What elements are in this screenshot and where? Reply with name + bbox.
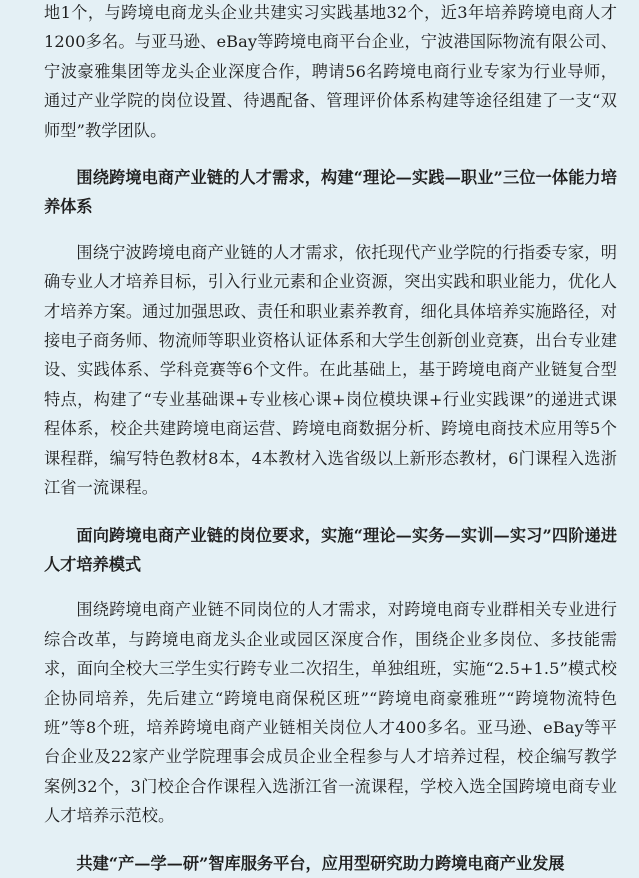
spacer — [44, 579, 617, 595]
paragraph-training-system: 围绕宁波跨境电商产业链的人才需求，依托现代产业学院的行指委专家，明确专业人才培养目标，引入行业元素和企业资源，突出实践和职业能力，优化人才培养方案。通过加强思政、责任和职业素养教育，细化具体培养实施路径，对接电子商务师、物流师等职业资格认证体系和大学生创新创业竞赛，出台专业建设、实践体系、学科竞赛等6个文件。在此基础上，基于跨境电商产业链复合型特点，构建了“专业基础课+专业核心课+岗位模块课+行业实践课”的递进式课程体系，校企共建跨境电商运营、跨境电商数据分析、跨境电商技术应用等5个课程群，编写特色教材8本，4本教材入选省级以上新形态教材，6门课程入选浙江省一流课程。 — [44, 242, 617, 498]
section-heading-think-tank: 共建“产—学—研”智库服务平台，应用型研究助力跨境电商产业发展 — [76, 853, 565, 873]
paragraph-training-model: 围绕跨境电商产业链不同岗位的人才需求，对跨境电商专业群相关专业进行综合改革，与跨境电商龙头企业或园区深度合作，围绕企业多岗位、多技能需求，面向全校大三学生实行跨专业二次招生，单独组班，实施“2.5+1.5”模式校企协同培养，先后建立“跨境电商保税区班”“跨境电商豪雅班”“跨境物流特色班”等8个班，培养跨境电商产业链相关岗位人才400多名。亚马逊、eBay等平台企业及22家产业学院理事会成员企业全程参与人才培养过程，校企编写教学案例32个，3门校企合作课程入选浙江省一流课程，学校入选全国跨境电商专业人才培养示范校。 — [44, 600, 617, 826]
spacer — [44, 831, 617, 849]
section-heading-training-model: 面向跨境电商产业链的岗位要求，实施“理论—实务—实训—实习”四阶递进人才培养模式 — [44, 525, 617, 574]
paragraph-team-building: 地1个，与跨境电商龙头企业共建实习实践基地32个，近3年培养跨境电商人才1200多名。与亚马逊、eBay等跨境电商平台企业，宁波港国际物流有限公司、宁波豪雅集团等龙头企业深度合作，聘请56名跨境电商行业专家为行业导师，通过产业学院的岗位设置、待遇配备、管理评价体系构建等途径组建了一支“双师型”教学团队。 — [44, 3, 617, 140]
spacer — [44, 222, 617, 238]
spacer — [44, 503, 617, 521]
spacer — [44, 145, 617, 163]
section-heading-training-system: 围绕跨境电商产业链的人才需求，构建“理论—实践—职业”三位一体能力培养体系 — [44, 168, 617, 217]
